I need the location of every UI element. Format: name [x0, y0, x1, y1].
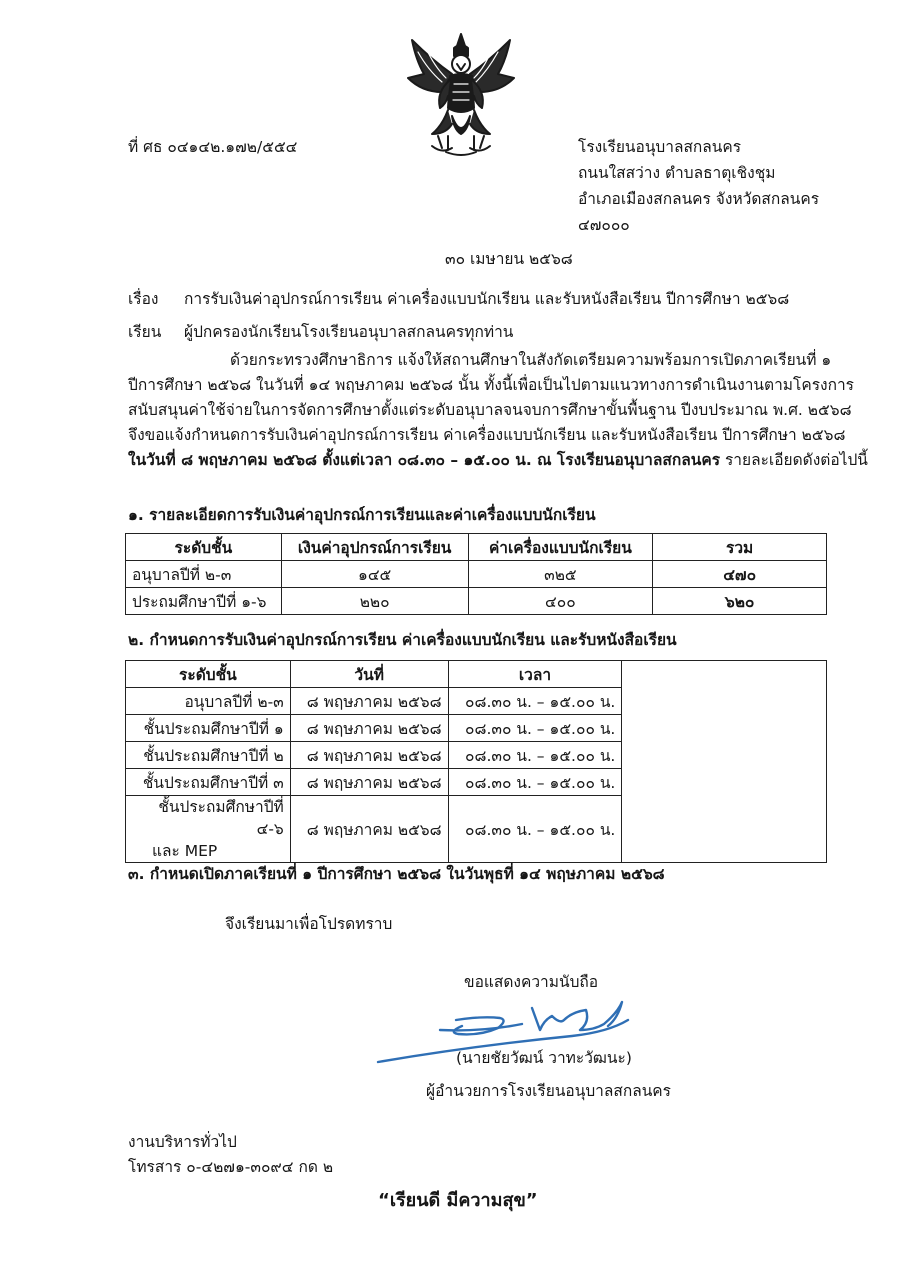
table-cell: ชั้นประถมศึกษาปีที่ ๑ — [126, 715, 291, 742]
body-line-last — [128, 448, 868, 473]
table-header: รวม — [653, 534, 827, 561]
table-cell: ๒๒๐ — [281, 588, 468, 615]
signer-name: (นายชัยวัฒน์ วาทะวัฒนะ) — [456, 1049, 632, 1067]
recipient-text: ผู้ปกครองนักเรียนโรงเรียนอนุบาลสกลนครทุกท่าน — [184, 323, 514, 341]
slogan — [378, 1185, 538, 1214]
table-cell: ๘ พฤษภาคม ๒๕๖๘ — [290, 742, 448, 769]
quote-open: “ — [378, 1190, 390, 1211]
schedule-table — [125, 660, 827, 863]
body-line: ด้วยกระทรวงศึกษาธิการ แจ้งให้สถานศึกษาในสังกัดเตรียมความพร้อมการเปิดภาคเรียนที่ ๑ — [230, 351, 832, 369]
body-paragraph — [128, 348, 868, 473]
quote-close: ” — [525, 1190, 538, 1211]
section1-title: ๑. รายละเอียดการรับเงินค่าอุปกรณ์การเรียนและค่าเครื่องแบบนักเรียน — [128, 506, 596, 524]
slogan-text: เรียนดี มีความสุข — [389, 1190, 526, 1211]
table-cell-total: ๔๗๐ — [653, 561, 827, 588]
table-cell: ๘ พฤษภาคม ๒๕๖๘ — [290, 715, 448, 742]
table-row — [126, 588, 827, 615]
table-header: เงินค่าอุปกรณ์การเรียน — [281, 534, 468, 561]
table-cell: ชั้นประถมศึกษาปีที่ ๒ — [126, 742, 291, 769]
document-number: ที่ ศธ ๐๔๑๔๒.๑๗๒/๕๕๔ — [128, 138, 298, 156]
body-line: สนับสนุนค่าใช้จ่ายในการจัดการศึกษาตั้งแต่ระดับอนุบาลจนจบการศึกษาขั้นพื้นฐาน ปีงบประมาณ พ.ศ. ๒๕๖๘ — [128, 401, 852, 419]
school-district: อำเภอเมืองสกลนคร จังหวัดสกลนคร — [578, 190, 820, 208]
table-header: ระดับชั้น — [126, 534, 282, 561]
schedule-highlight: ในวันที่ ๘ พฤษภาคม ๒๕๖๘ ตั้งแต่เวลา ๐๘.๓๐ – ๑๕.๐๐ น. ณ โรงเรียนอนุบาลสกลนคร — [128, 451, 721, 469]
redacted-column — [622, 661, 827, 863]
table-cell: ๘ พฤษภาคม ๒๕๖๘ — [290, 688, 448, 715]
payment-table — [125, 533, 827, 615]
table-cell: ๘ พฤษภาคม ๒๕๖๘ — [290, 796, 448, 863]
signer-title: ผู้อำนวยการโรงเรียนอนุบาลสกลนคร — [426, 1082, 671, 1100]
level-line-2: และ MEP — [152, 842, 218, 860]
garuda-emblem-icon — [402, 30, 520, 160]
school-street: ถนนใสสว่าง ตำบลธาตุเชิงชุม — [578, 164, 776, 182]
document-date: ๓๐ เมษายน ๒๕๖๘ — [445, 250, 573, 268]
fax-number: โทรสาร ๐-๔๒๗๑-๓๐๙๔ กด ๒ — [128, 1158, 334, 1176]
section2-title: ๒. กำหนดการรับเงินค่าอุปกรณ์การเรียน ค่าเครื่องแบบนักเรียน และรับหนังสือเรียน — [128, 631, 677, 649]
closing-inform: จึงเรียนมาเพื่อโปรดทราบ — [225, 915, 393, 933]
table-header: เวลา — [448, 661, 622, 688]
closing-regards: ขอแสดงความนับถือ — [464, 973, 599, 991]
table-cell: ชั้นประถมศึกษาปีที่ ๓ — [126, 769, 291, 796]
table-cell: ๐๘.๓๐ น. – ๑๕.๐๐ น. — [448, 742, 622, 769]
table-cell-total: ๖๒๐ — [653, 588, 827, 615]
section3-title: ๓. กำหนดเปิดภาคเรียนที่ ๑ ปีการศึกษา ๒๕๖๘ ในวันพุธที่ ๑๔ พฤษภาคม ๒๕๖๘ — [128, 865, 665, 883]
table-header: ระดับชั้น — [126, 661, 291, 688]
table-cell: ๐๘.๓๐ น. – ๑๕.๐๐ น. — [448, 688, 622, 715]
table-cell: อนุบาลปีที่ ๒-๓ — [126, 688, 291, 715]
table-cell: อนุบาลปีที่ ๒-๓ — [126, 561, 282, 588]
table-cell: ๘ พฤษภาคม ๒๕๖๘ — [290, 769, 448, 796]
school-postcode: ๔๗๐๐๐ — [578, 216, 630, 234]
table-cell: ๔๐๐ — [468, 588, 653, 615]
table-cell: ๐๘.๓๐ น. – ๑๕.๐๐ น. — [448, 715, 622, 742]
school-name: โรงเรียนอนุบาลสกลนคร — [578, 138, 742, 156]
table-cell: ๓๒๕ — [468, 561, 653, 588]
table-header: วันที่ — [290, 661, 448, 688]
table-header: ค่าเครื่องแบบนักเรียน — [468, 534, 653, 561]
table-cell: ประถมศึกษาปีที่ ๑-๖ — [126, 588, 282, 615]
subject-label: เรื่อง — [128, 290, 159, 308]
body-line: จึงขอแจ้งกำหนดการรับเงินค่าอุปกรณ์การเรียน ค่าเครื่องแบบนักเรียน และรับหนังสือเรียน ปีการศึกษา ๒๕๖๘ — [128, 426, 846, 444]
recipient-label: เรียน — [128, 323, 162, 341]
table-cell — [126, 796, 291, 863]
table-header-row — [126, 661, 827, 688]
level-line: ชั้นประถมศึกษาปีที่ ๔-๖ — [158, 798, 284, 838]
department-name: งานบริหารทั่วไป — [128, 1133, 237, 1151]
body-line-tail: รายละเอียดดังต่อไปนี้ — [720, 451, 868, 469]
body-line: ปีการศึกษา ๒๕๖๘ ในวันที่ ๑๔ พฤษภาคม ๒๕๖๘ นั้น ทั้งนี้เพื่อเป็นไปตามแนวทางการดำเนินงานตามโครงการ — [128, 376, 855, 394]
table-cell: ๐๘.๓๐ น. – ๑๕.๐๐ น. — [448, 796, 622, 863]
subject-text: การรับเงินค่าอุปกรณ์การเรียน ค่าเครื่องแบบนักเรียน และรับหนังสือเรียน ปีการศึกษา ๒๕๖๘ — [184, 290, 790, 308]
table-header-row — [126, 534, 827, 561]
table-cell: ๑๔๕ — [281, 561, 468, 588]
table-row — [126, 561, 827, 588]
table-cell: ๐๘.๓๐ น. – ๑๕.๐๐ น. — [448, 769, 622, 796]
